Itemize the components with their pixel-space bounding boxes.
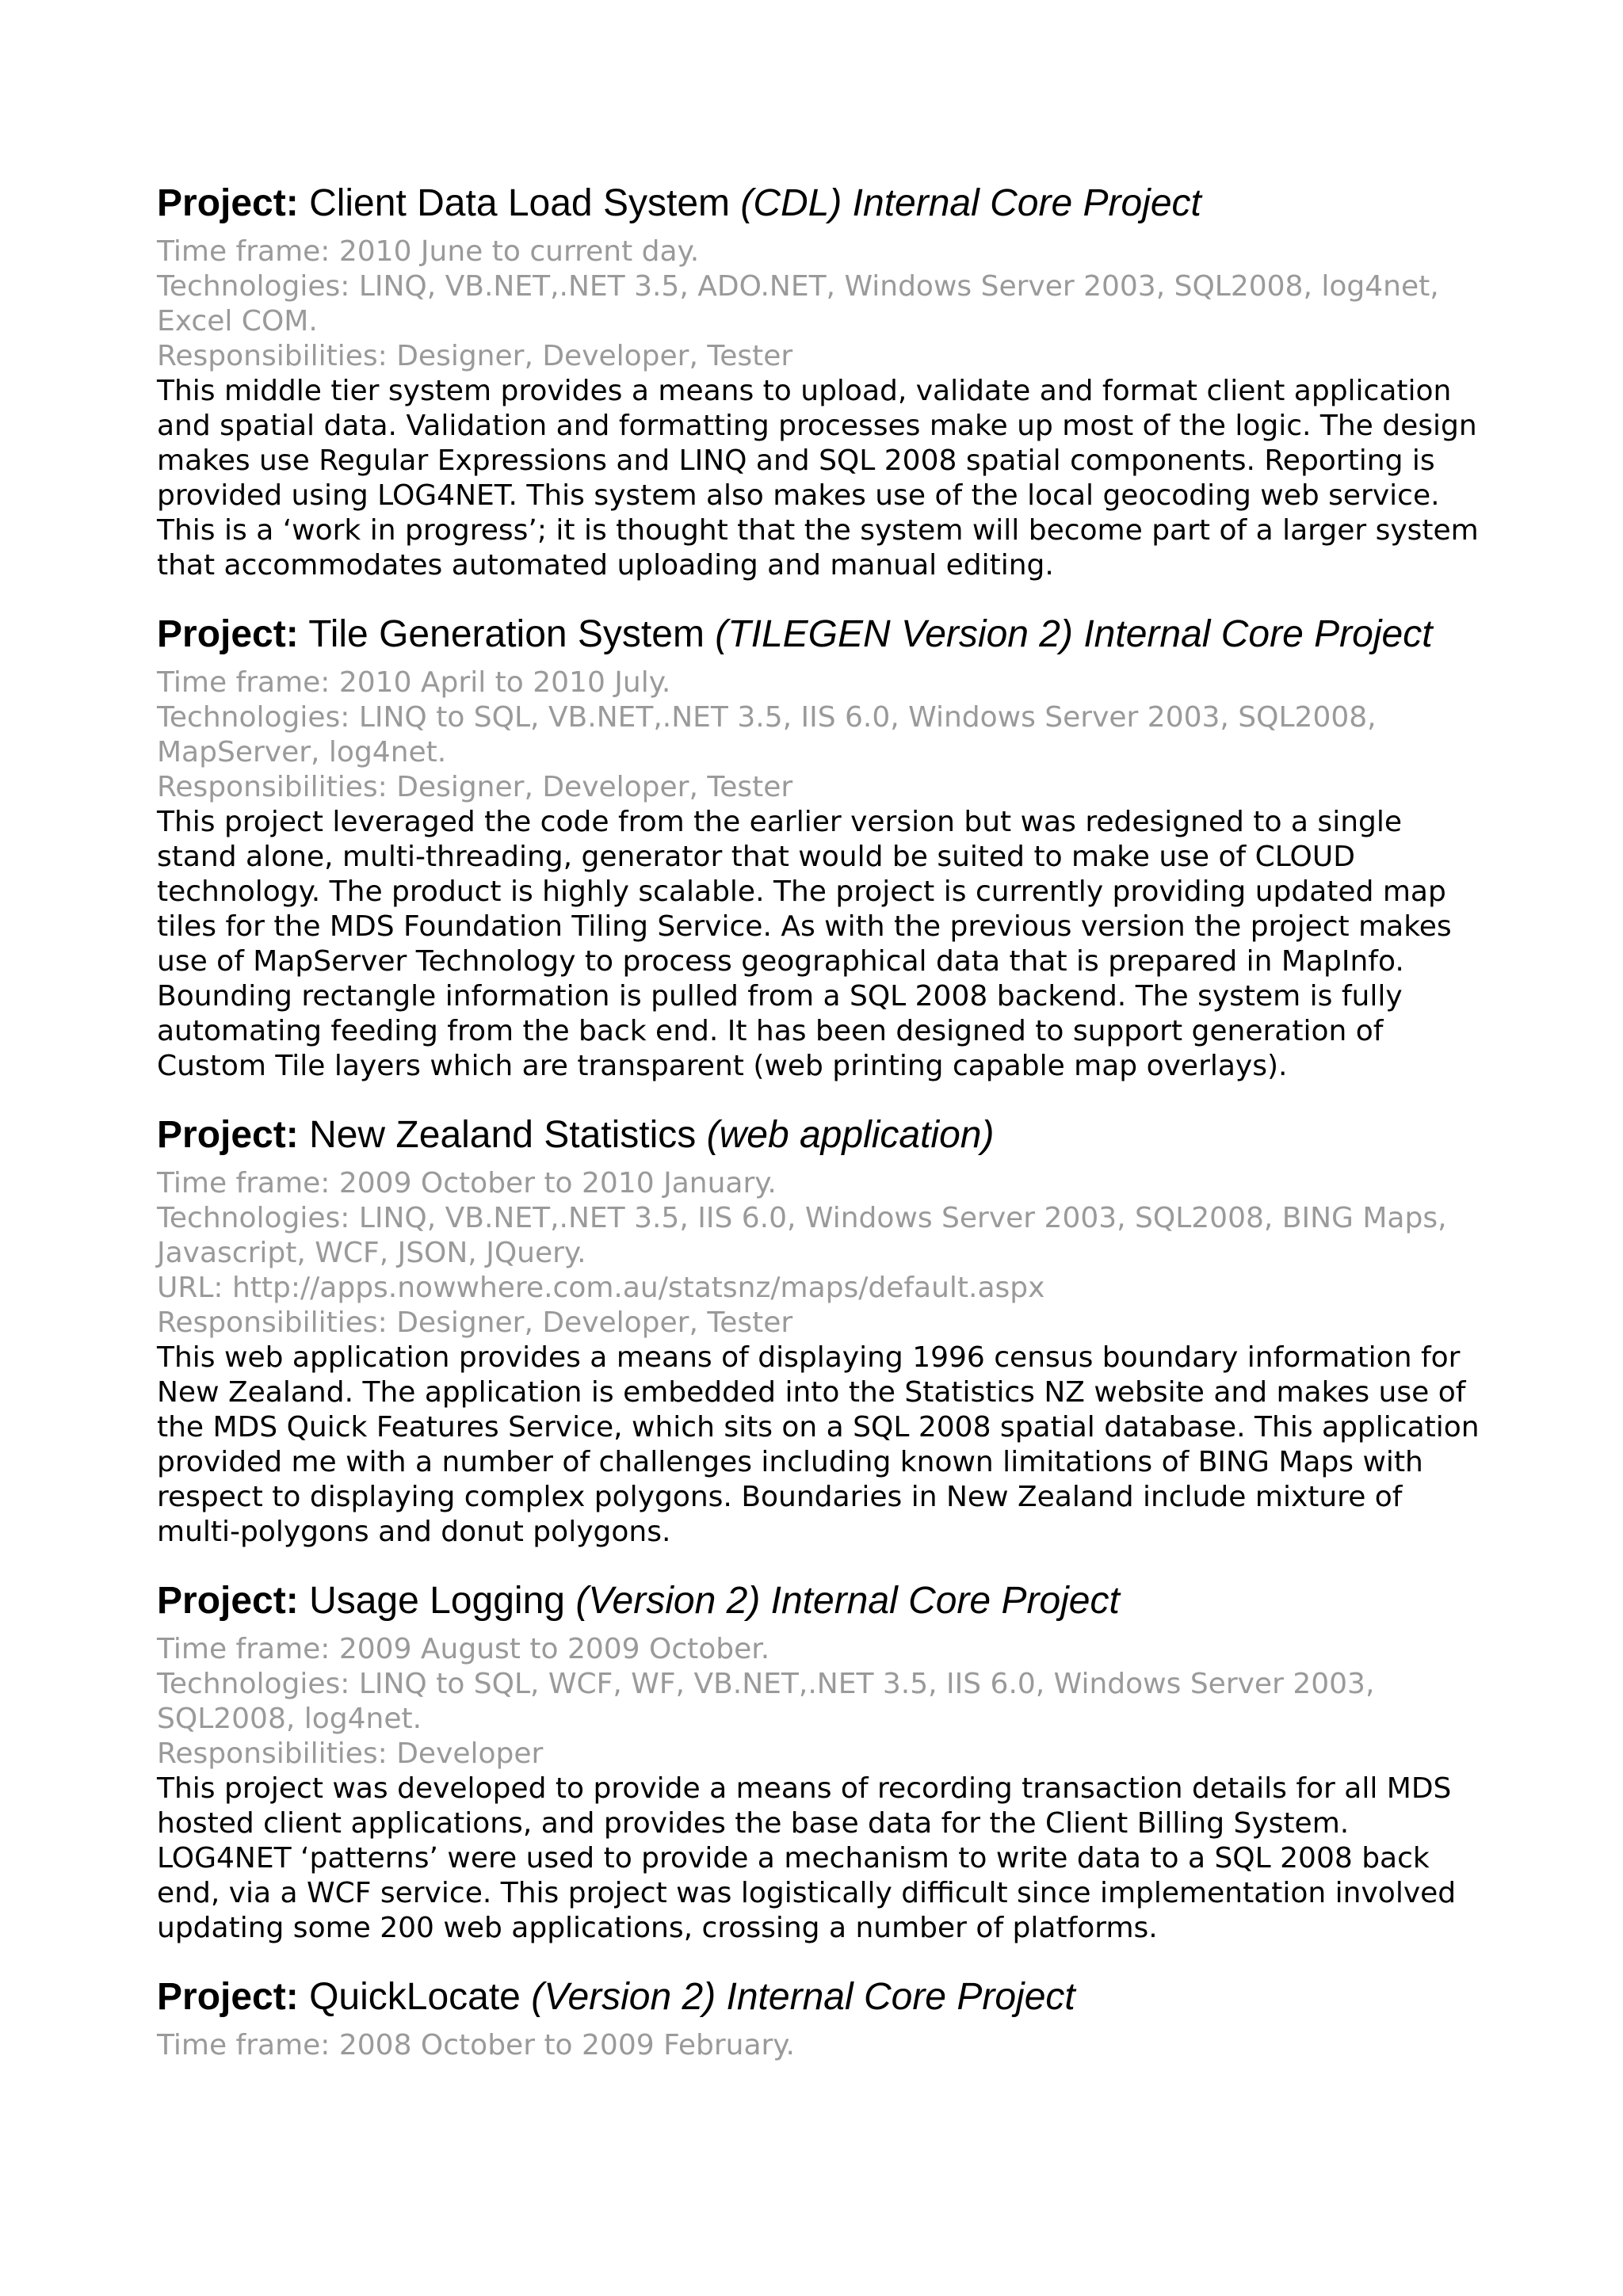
project-label: Project: xyxy=(157,1114,299,1156)
project-section xyxy=(157,1578,1488,1946)
project-label: Project: xyxy=(157,613,299,655)
project-subtitle: (Version 2) Internal Core Project xyxy=(575,1580,1120,1622)
project-description: This middle tier system provides a means to upload, validate and format client application and spatial data. Validation and formatting processes make up most of the logic. The design makes use Regular Expressions and LINQ and SQL 2008 spatial components. Reporting is provided using LOG4NET. This system also makes use of the local geocoding web service. This is a ‘work in progress’; it is thought that the system will become part of a larger system that accommodates automated uploading and manual editing. xyxy=(157,375,1479,582)
project-label: Project: xyxy=(157,1976,299,2018)
responsibilities: Responsibilities: Designer, Developer, Tester xyxy=(157,1306,793,1339)
project-section xyxy=(157,1974,1488,2063)
project-subtitle: (web application) xyxy=(706,1114,995,1156)
project-section xyxy=(157,1112,1488,1550)
time-frame: Time frame: 2010 June to current day. xyxy=(157,235,700,268)
project-heading xyxy=(157,612,1488,658)
project-heading xyxy=(157,181,1488,227)
project-description: This project leveraged the code from the earlier version but was redesigned to a single stand alone, multi-threading, generator that would be suited to make use of CLOUD technology. The product is highly scalable. The project is currently providing updated map tiles for the MDS Foundation Tiling Service. As with the previous version the project makes use of MapServer Technology to process geographical data that is prepared in MapInfo. Bounding rectangle information is pulled from a SQL 2008 backend. The system is fully automating feeding from the back end. It has been designed to support generation of Custom Tile layers which are transparent (web printing capable map overlays). xyxy=(157,806,1452,1082)
project-title: New Zealand Statistics xyxy=(309,1114,697,1156)
project-label: Project: xyxy=(157,182,299,224)
project-title: QuickLocate xyxy=(309,1976,521,2018)
time-frame: Time frame: 2008 October to 2009 February. xyxy=(157,2029,795,2061)
project-subtitle: (Version 2) Internal Core Project xyxy=(531,1976,1075,2018)
project-heading xyxy=(157,1974,1488,2020)
technologies: Technologies: LINQ, VB.NET,.NET 3.5, IIS 6.0, Windows Server 2003, SQL2008, BING Maps, Javascript, WCF, JSON, JQuery. xyxy=(157,1202,1447,1269)
project-label: Project: xyxy=(157,1580,299,1622)
time-frame: Time frame: 2010 April to 2010 July. xyxy=(157,666,671,699)
project-heading xyxy=(157,1112,1488,1158)
technologies: Technologies: LINQ, VB.NET,.NET 3.5, ADO.NET, Windows Server 2003, SQL2008, log4net, Excel COM. xyxy=(157,270,1439,338)
project-section xyxy=(157,612,1488,1084)
technologies: Technologies: LINQ to SQL, WCF, WF, VB.NET,.NET 3.5, IIS 6.0, Windows Server 2003, SQL2008, log4net. xyxy=(157,1668,1375,1735)
project-url: URL: http://apps.nowwhere.com.au/statsnz/maps/default.aspx xyxy=(157,1272,1045,1304)
responsibilities: Responsibilities: Designer, Developer, Tester xyxy=(157,340,793,372)
responsibilities: Responsibilities: Developer xyxy=(157,1737,544,1770)
project-title: Usage Logging xyxy=(309,1580,565,1622)
project-title: Tile Generation System xyxy=(308,613,705,655)
resume-projects-page xyxy=(157,181,1488,2092)
project-section xyxy=(157,181,1488,583)
responsibilities: Responsibilities: Designer, Developer, Tester xyxy=(157,771,793,803)
project-subtitle: (CDL) Internal Core Project xyxy=(740,182,1201,224)
project-description: This web application provides a means of displaying 1996 census boundary information for New Zealand. The application is embedded into the Statistics NZ website and makes use of the MDS Quick Features Service, which sits on a SQL 2008 spatial database. This application provided me with a number of challenges including known limitations of BING Maps with respect to displaying complex polygons. Boundaries in New Zealand include mixture of multi-polygons and donut polygons. xyxy=(157,1341,1480,1548)
technologies: Technologies: LINQ to SQL, VB.NET,.NET 3.5, IIS 6.0, Windows Server 2003, SQL2008, MapServer, log4net. xyxy=(157,701,1377,769)
time-frame: Time frame: 2009 August to 2009 October. xyxy=(157,1633,770,1665)
project-description: This project was developed to provide a means of recording transaction details for all MDS hosted client applications, and provides the base data for the Client Billing System. LOG4NET ‘patterns’ were used to provide a mechanism to write data to a SQL 2008 back end, via a WCF service. This project was logistically difficult since implementation involved updating some 200 web applications, crossing a number of platforms. xyxy=(157,1772,1457,1944)
project-heading xyxy=(157,1578,1488,1624)
project-subtitle: (TILEGEN Version 2) Internal Core Project xyxy=(715,613,1433,655)
time-frame: Time frame: 2009 October to 2010 January. xyxy=(157,1167,777,1199)
project-title: Client Data Load System xyxy=(309,182,730,224)
